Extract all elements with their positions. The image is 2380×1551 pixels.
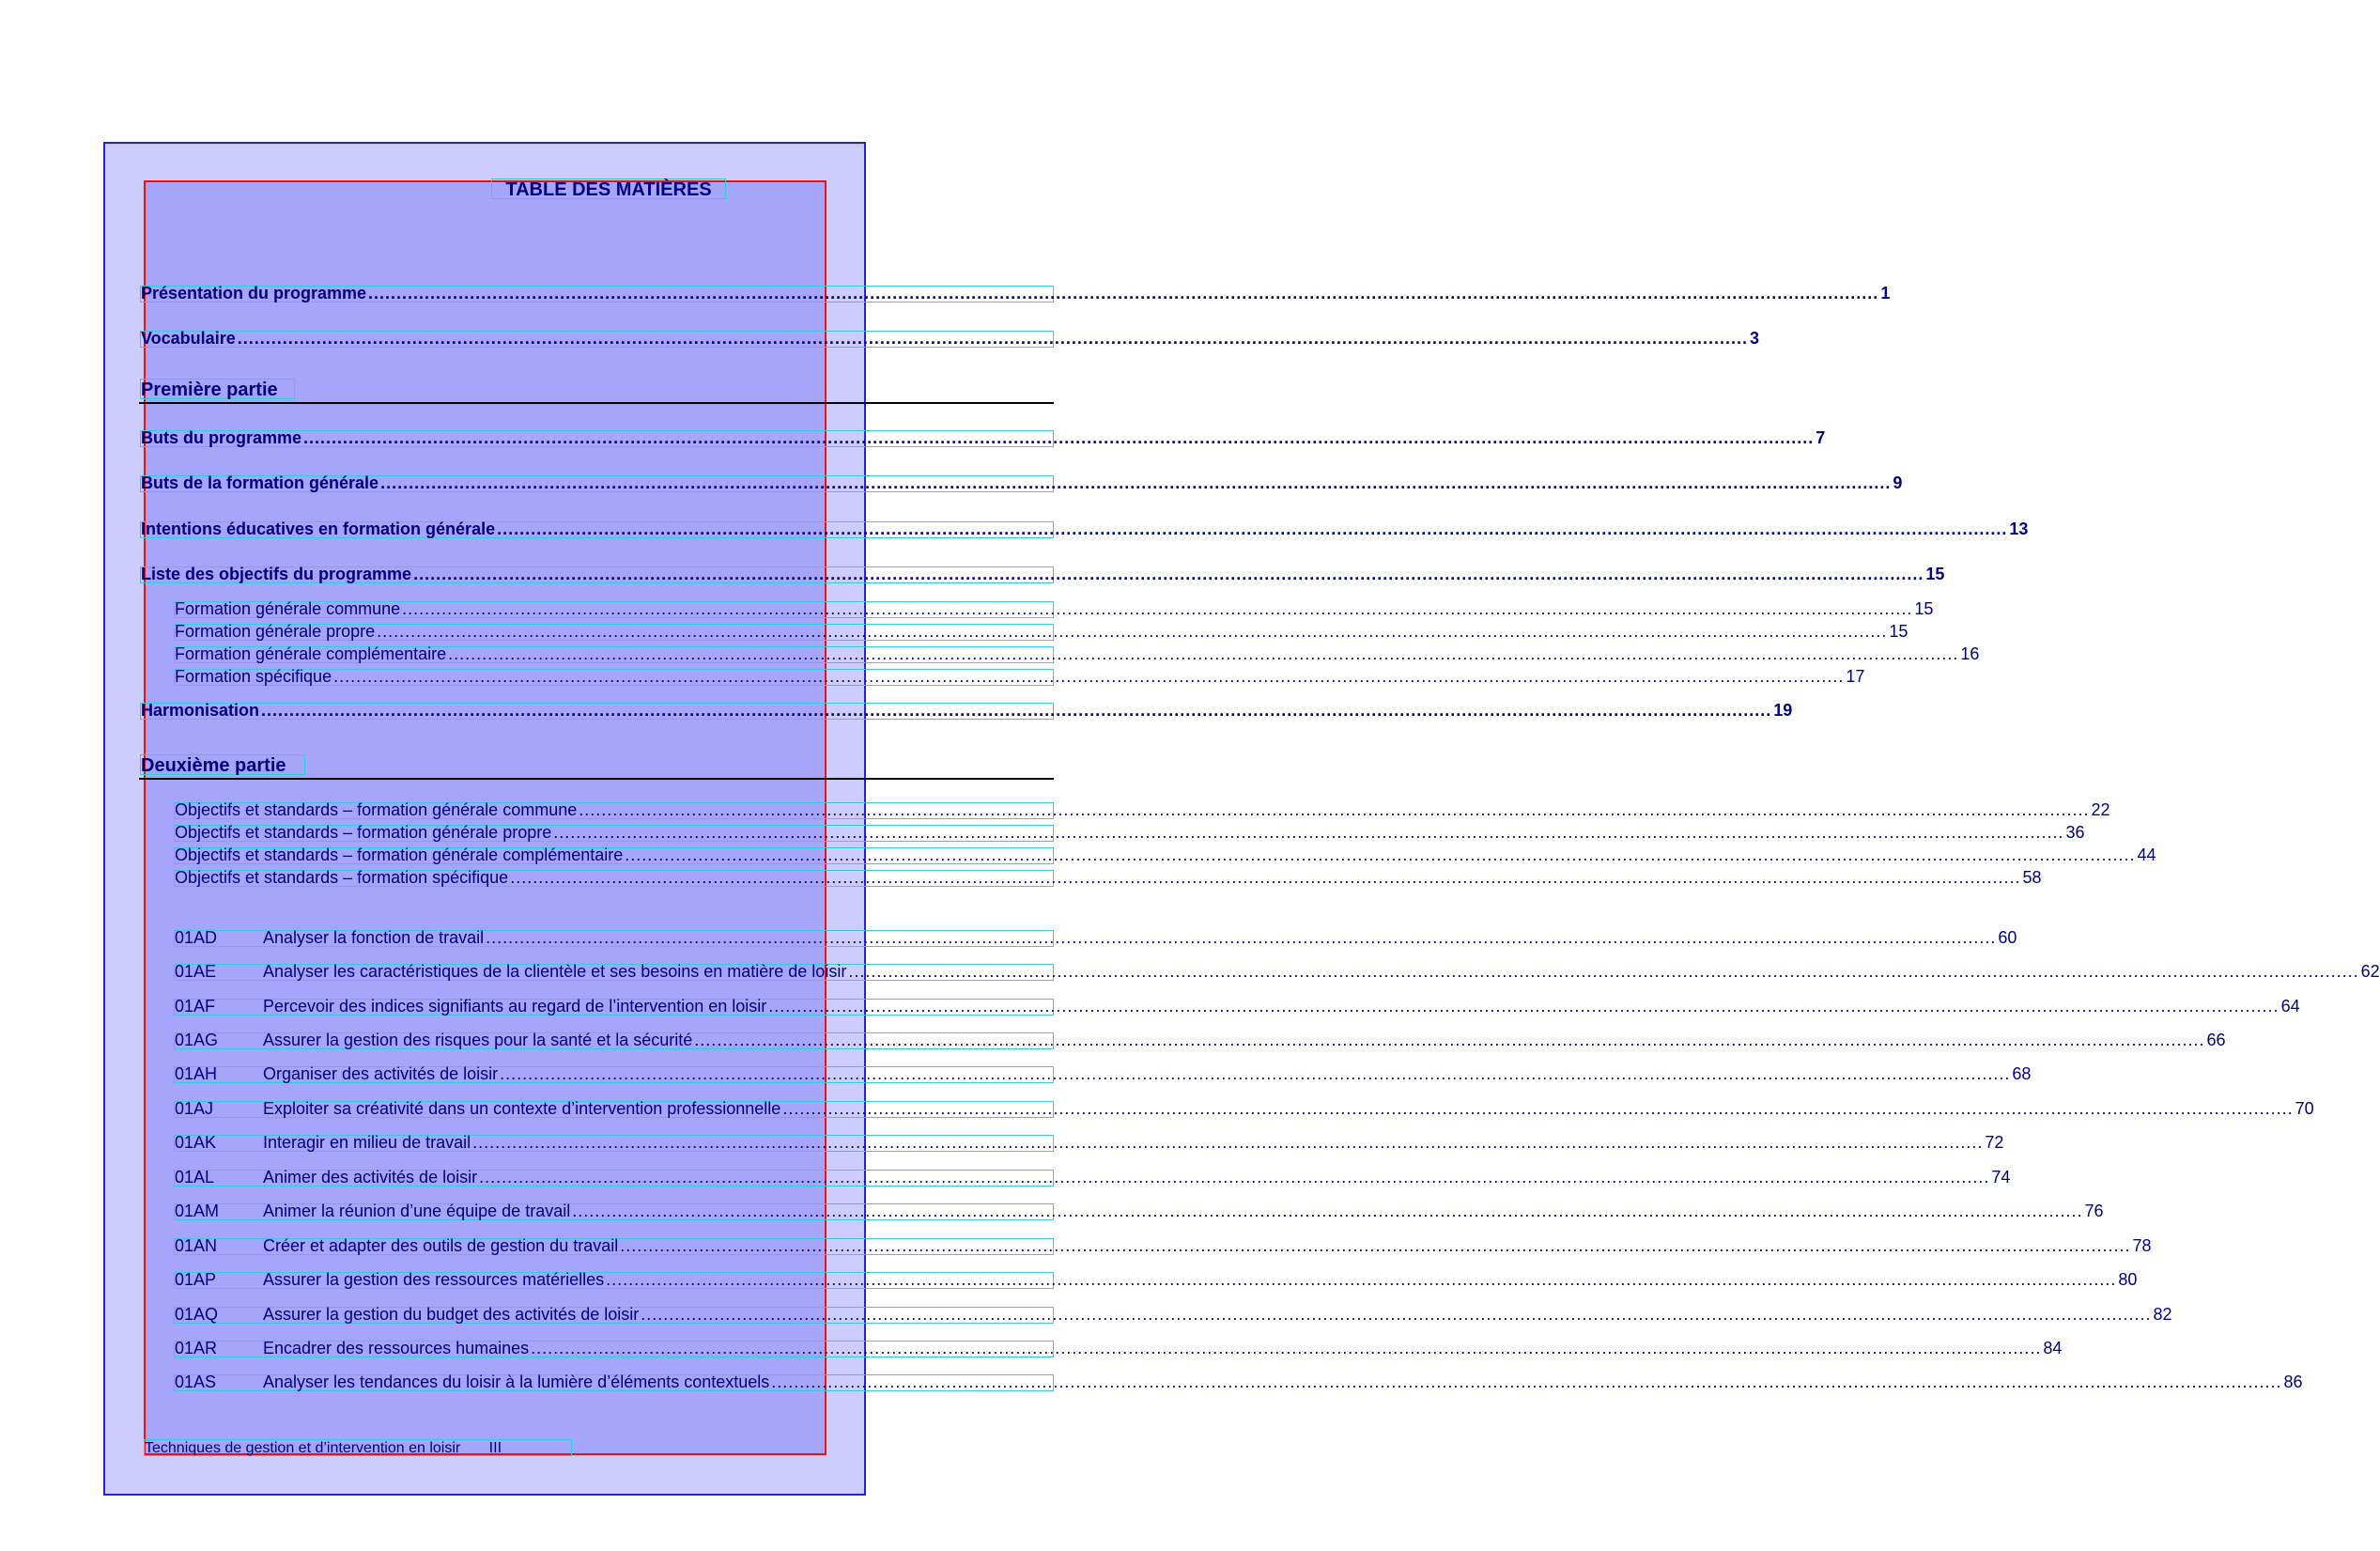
competency-code: 01AR xyxy=(175,1339,218,1357)
competency-title: Percevoir des indices signifiants au regard de l’intervention en loisir xyxy=(263,997,767,1016)
toc-page-number: 80 xyxy=(2118,1270,2138,1289)
toc-entry-buts-formation[interactable] xyxy=(140,473,1903,492)
toc-page-number: 64 xyxy=(2280,997,2300,1016)
toc-subentry-f-specifique[interactable] xyxy=(174,667,1865,686)
toc-page-number: 13 xyxy=(2009,520,2029,538)
toc-page-number: 22 xyxy=(2091,800,2110,819)
part-heading-1: Première partie xyxy=(140,379,295,399)
competency-title: Assurer la gestion des ressources matérielles xyxy=(263,1270,605,1289)
competency-title: Encadrer des ressources humaines xyxy=(263,1339,530,1357)
toc-entry-label: Présentation du programme xyxy=(141,284,367,302)
part-heading-2: Deuxième partie xyxy=(140,754,305,775)
competency-title: Assurer la gestion du budget des activités de loisir xyxy=(263,1305,640,1324)
footer-title: Techniques de gestion et d’intervention en loisir xyxy=(145,1440,461,1456)
toc-page-number: 82 xyxy=(2153,1305,2172,1324)
toc-page-number: 16 xyxy=(1960,644,1980,663)
toc-competency-01AG[interactable] xyxy=(174,1031,2226,1049)
dot-leader: ............................................................................................................................................................................................................................................................................ xyxy=(486,928,1997,947)
toc-entry-liste-objectifs[interactable] xyxy=(140,565,1945,583)
toc-entry-label: Intentions éducatives en formation générale xyxy=(141,520,496,538)
toc-page-number: 66 xyxy=(2206,1031,2226,1049)
dot-leader: ............................................................................................................................................................................................................................................................................ xyxy=(261,701,1772,720)
toc-competency-01AS[interactable] xyxy=(174,1373,2303,1391)
competency-title: Organiser des activités de loisir xyxy=(263,1064,499,1083)
toc-entry-label: Objectifs et standards – formation générale propre xyxy=(175,823,552,842)
dot-leader: ............................................................................................................................................................................................................................................................................ xyxy=(380,473,1892,492)
toc-page-number: 70 xyxy=(2295,1099,2314,1118)
competency-code: 01AD xyxy=(175,928,218,947)
competency-code: 01AH xyxy=(175,1064,218,1083)
toc-entry-label: Formation spécifique xyxy=(175,667,332,686)
dot-leader: ............................................................................................................................................................................................................................................................................ xyxy=(472,1133,1984,1152)
dot-leader: ............................................................................................................................................................................................................................................................................ xyxy=(413,565,1924,583)
toc-competency-01AL[interactable] xyxy=(174,1168,2011,1187)
toc-subentry-fg-propre[interactable] xyxy=(174,622,1909,641)
dot-leader: ............................................................................................................................................................................................................................................................................ xyxy=(553,823,2064,842)
toc-page-number: 84 xyxy=(2043,1339,2063,1357)
toc-objectives-complementaire[interactable] xyxy=(174,845,2156,864)
dot-leader: ............................................................................................................................................................................................................................................................................ xyxy=(368,284,1879,302)
toc-entry-presentation[interactable] xyxy=(140,284,1891,302)
dot-leader: ............................................................................................................................................................................................................................................................................ xyxy=(448,644,1959,663)
toc-page-number: 19 xyxy=(1773,701,1793,720)
toc-entry-label: Objectifs et standards – formation générale commune xyxy=(175,800,578,819)
page-footer xyxy=(144,1439,572,1456)
toc-page-number: 72 xyxy=(1985,1133,2004,1152)
toc-page-number: 15 xyxy=(1925,565,1945,583)
toc-objectives-commune[interactable] xyxy=(174,800,2110,819)
toc-competency-01AE[interactable] xyxy=(174,962,2380,981)
competency-title: Analyser la fonction de travail xyxy=(263,928,485,947)
toc-competency-01AJ[interactable] xyxy=(174,1099,2314,1118)
toc-entry-label: Objectifs et standards – formation générale complémentaire xyxy=(175,845,624,864)
toc-competency-01AM[interactable] xyxy=(174,1202,2104,1220)
toc-page-number: 76 xyxy=(2084,1202,2104,1220)
toc-page-number: 36 xyxy=(2065,823,2085,842)
toc-page-number: 62 xyxy=(2360,962,2380,981)
dot-leader: ............................................................................................................................................................................................................................................................................ xyxy=(479,1168,1990,1187)
toc-page-number: 86 xyxy=(2283,1373,2303,1391)
toc-entry-vocabulaire[interactable] xyxy=(140,329,1759,348)
toc-competency-01AN[interactable] xyxy=(174,1236,2152,1255)
dot-leader: ............................................................................................................................................................................................................................................................................ xyxy=(500,1064,2011,1083)
toc-competency-01AP[interactable] xyxy=(174,1270,2138,1289)
toc-page-number: 7 xyxy=(1816,428,1826,447)
toc-competency-01AF[interactable] xyxy=(174,997,2300,1016)
competency-code: 01AN xyxy=(175,1236,218,1255)
footer-page-number: III xyxy=(488,1440,502,1456)
dot-leader: ............................................................................................................................................................................................................................................................................ xyxy=(620,1236,2131,1255)
competency-title: Créer et adapter des outils de gestion du travail xyxy=(263,1236,619,1255)
toc-entry-intentions[interactable] xyxy=(140,520,2029,538)
toc-entry-harmonisation[interactable] xyxy=(140,701,1793,720)
competency-title: Analyser les tendances du loisir à la lumière d’éléments contextuels xyxy=(263,1373,770,1391)
dot-leader: ............................................................................................................................................................................................................................................................................ xyxy=(782,1099,2294,1118)
competency-title: Exploiter sa créativité dans un contexte d’intervention professionnelle xyxy=(263,1099,781,1118)
toc-entry-label: Harmonisation xyxy=(141,701,260,720)
competency-title: Animer des activités de loisir xyxy=(263,1168,478,1187)
toc-page-number: 1 xyxy=(1880,284,1891,302)
dot-leader: ............................................................................................................................................................................................................................................................................ xyxy=(579,800,2090,819)
competency-code: 01AQ xyxy=(175,1305,219,1324)
toc-page-number: 78 xyxy=(2132,1236,2152,1255)
dot-leader: ............................................................................................................................................................................................................................................................................ xyxy=(771,1373,2282,1391)
dot-leader: ............................................................................................................................................................................................................................................................................ xyxy=(848,962,2359,981)
competency-code: 01AK xyxy=(175,1133,217,1152)
competency-code: 01AS xyxy=(175,1373,217,1391)
page-title: TABLE DES MATIÈRES xyxy=(491,178,726,199)
competency-code: 01AM xyxy=(175,1202,220,1220)
dot-leader: ............................................................................................................................................................................................................................................................................ xyxy=(402,599,1913,618)
dot-leader: ............................................................................................................................................................................................................................................................................ xyxy=(694,1031,2205,1049)
toc-entry-label: Formation générale complémentaire xyxy=(175,644,447,663)
toc-page-number: 17 xyxy=(1846,667,1865,686)
competency-title: Animer la réunion d’une équipe de travail xyxy=(263,1202,571,1220)
toc-entry-label: Buts du programme xyxy=(141,428,302,447)
toc-entry-buts-programme[interactable] xyxy=(140,428,1826,447)
dot-leader: ............................................................................................................................................................................................................................................................................ xyxy=(768,997,2280,1016)
competency-code: 01AL xyxy=(175,1168,215,1187)
toc-entry-label: Formation générale commune xyxy=(175,599,401,618)
toc-objectives-specifique[interactable] xyxy=(174,868,2042,887)
toc-subentry-fg-complementaire[interactable] xyxy=(174,644,1980,663)
toc-competency-01AQ[interactable] xyxy=(174,1305,2172,1324)
toc-competency-01AH[interactable] xyxy=(174,1064,2032,1083)
dot-leader: ............................................................................................................................................................................................................................................................................ xyxy=(237,329,1748,348)
toc-subentry-fg-commune[interactable] xyxy=(174,599,1934,618)
toc-page-number: 60 xyxy=(1998,928,2017,947)
competency-code: 01AJ xyxy=(175,1099,214,1118)
dot-leader: ............................................................................................................................................................................................................................................................................ xyxy=(625,845,2136,864)
part-divider-2 xyxy=(139,778,1054,780)
toc-entry-label: Vocabulaire xyxy=(141,329,236,348)
dot-leader: ............................................................................................................................................................................................................................................................................ xyxy=(606,1270,2117,1289)
dot-leader: ............................................................................................................................................................................................................................................................................ xyxy=(303,428,1815,447)
toc-competency-01AK[interactable] xyxy=(174,1133,2004,1152)
competency-code: 01AP xyxy=(175,1270,217,1289)
competency-code: 01AE xyxy=(175,962,217,981)
dot-leader: ............................................................................................................................................................................................................................................................................ xyxy=(333,667,1845,686)
competency-title: Analyser les caractéristiques de la clientèle et ses besoins en matière de loisir xyxy=(263,962,847,981)
toc-page-number: 58 xyxy=(2022,868,2042,887)
toc-page-number: 74 xyxy=(1991,1168,2011,1187)
dot-leader: ............................................................................................................................................................................................................................................................................ xyxy=(572,1202,2083,1220)
toc-page-number: 44 xyxy=(2137,845,2156,864)
toc-entry-label: Formation générale propre xyxy=(175,622,376,641)
toc-entry-label: Objectifs et standards – formation spécifique xyxy=(175,868,509,887)
dot-leader: ............................................................................................................................................................................................................................................................................ xyxy=(641,1305,2152,1324)
competency-code: 01AF xyxy=(175,997,216,1016)
competency-title: Interagir en milieu de travail xyxy=(263,1133,471,1152)
toc-page-number: 68 xyxy=(2012,1064,2032,1083)
competency-code: 01AG xyxy=(175,1031,219,1049)
dot-leader: ............................................................................................................................................................................................................................................................................ xyxy=(497,520,2008,538)
dot-leader: ............................................................................................................................................................................................................................................................................ xyxy=(510,868,2021,887)
dot-leader: ............................................................................................................................................................................................................................................................................ xyxy=(531,1339,2042,1357)
toc-entry-label: Liste des objectifs du programme xyxy=(141,565,412,583)
toc-competency-01AD[interactable] xyxy=(174,928,2017,947)
dot-leader: ............................................................................................................................................................................................................................................................................ xyxy=(377,622,1888,641)
competency-title: Assurer la gestion des risques pour la santé et la sécurité xyxy=(263,1031,693,1049)
toc-competency-01AR[interactable] xyxy=(174,1339,2063,1357)
toc-page-number: 15 xyxy=(1914,599,1934,618)
toc-page-number: 3 xyxy=(1749,329,1759,348)
toc-entry-label: Buts de la formation générale xyxy=(141,473,379,492)
toc-page-number: 9 xyxy=(1893,473,1903,492)
toc-objectives-propre[interactable] xyxy=(174,823,2085,842)
part-divider-1 xyxy=(139,402,1054,404)
toc-page-number: 15 xyxy=(1889,622,1909,641)
